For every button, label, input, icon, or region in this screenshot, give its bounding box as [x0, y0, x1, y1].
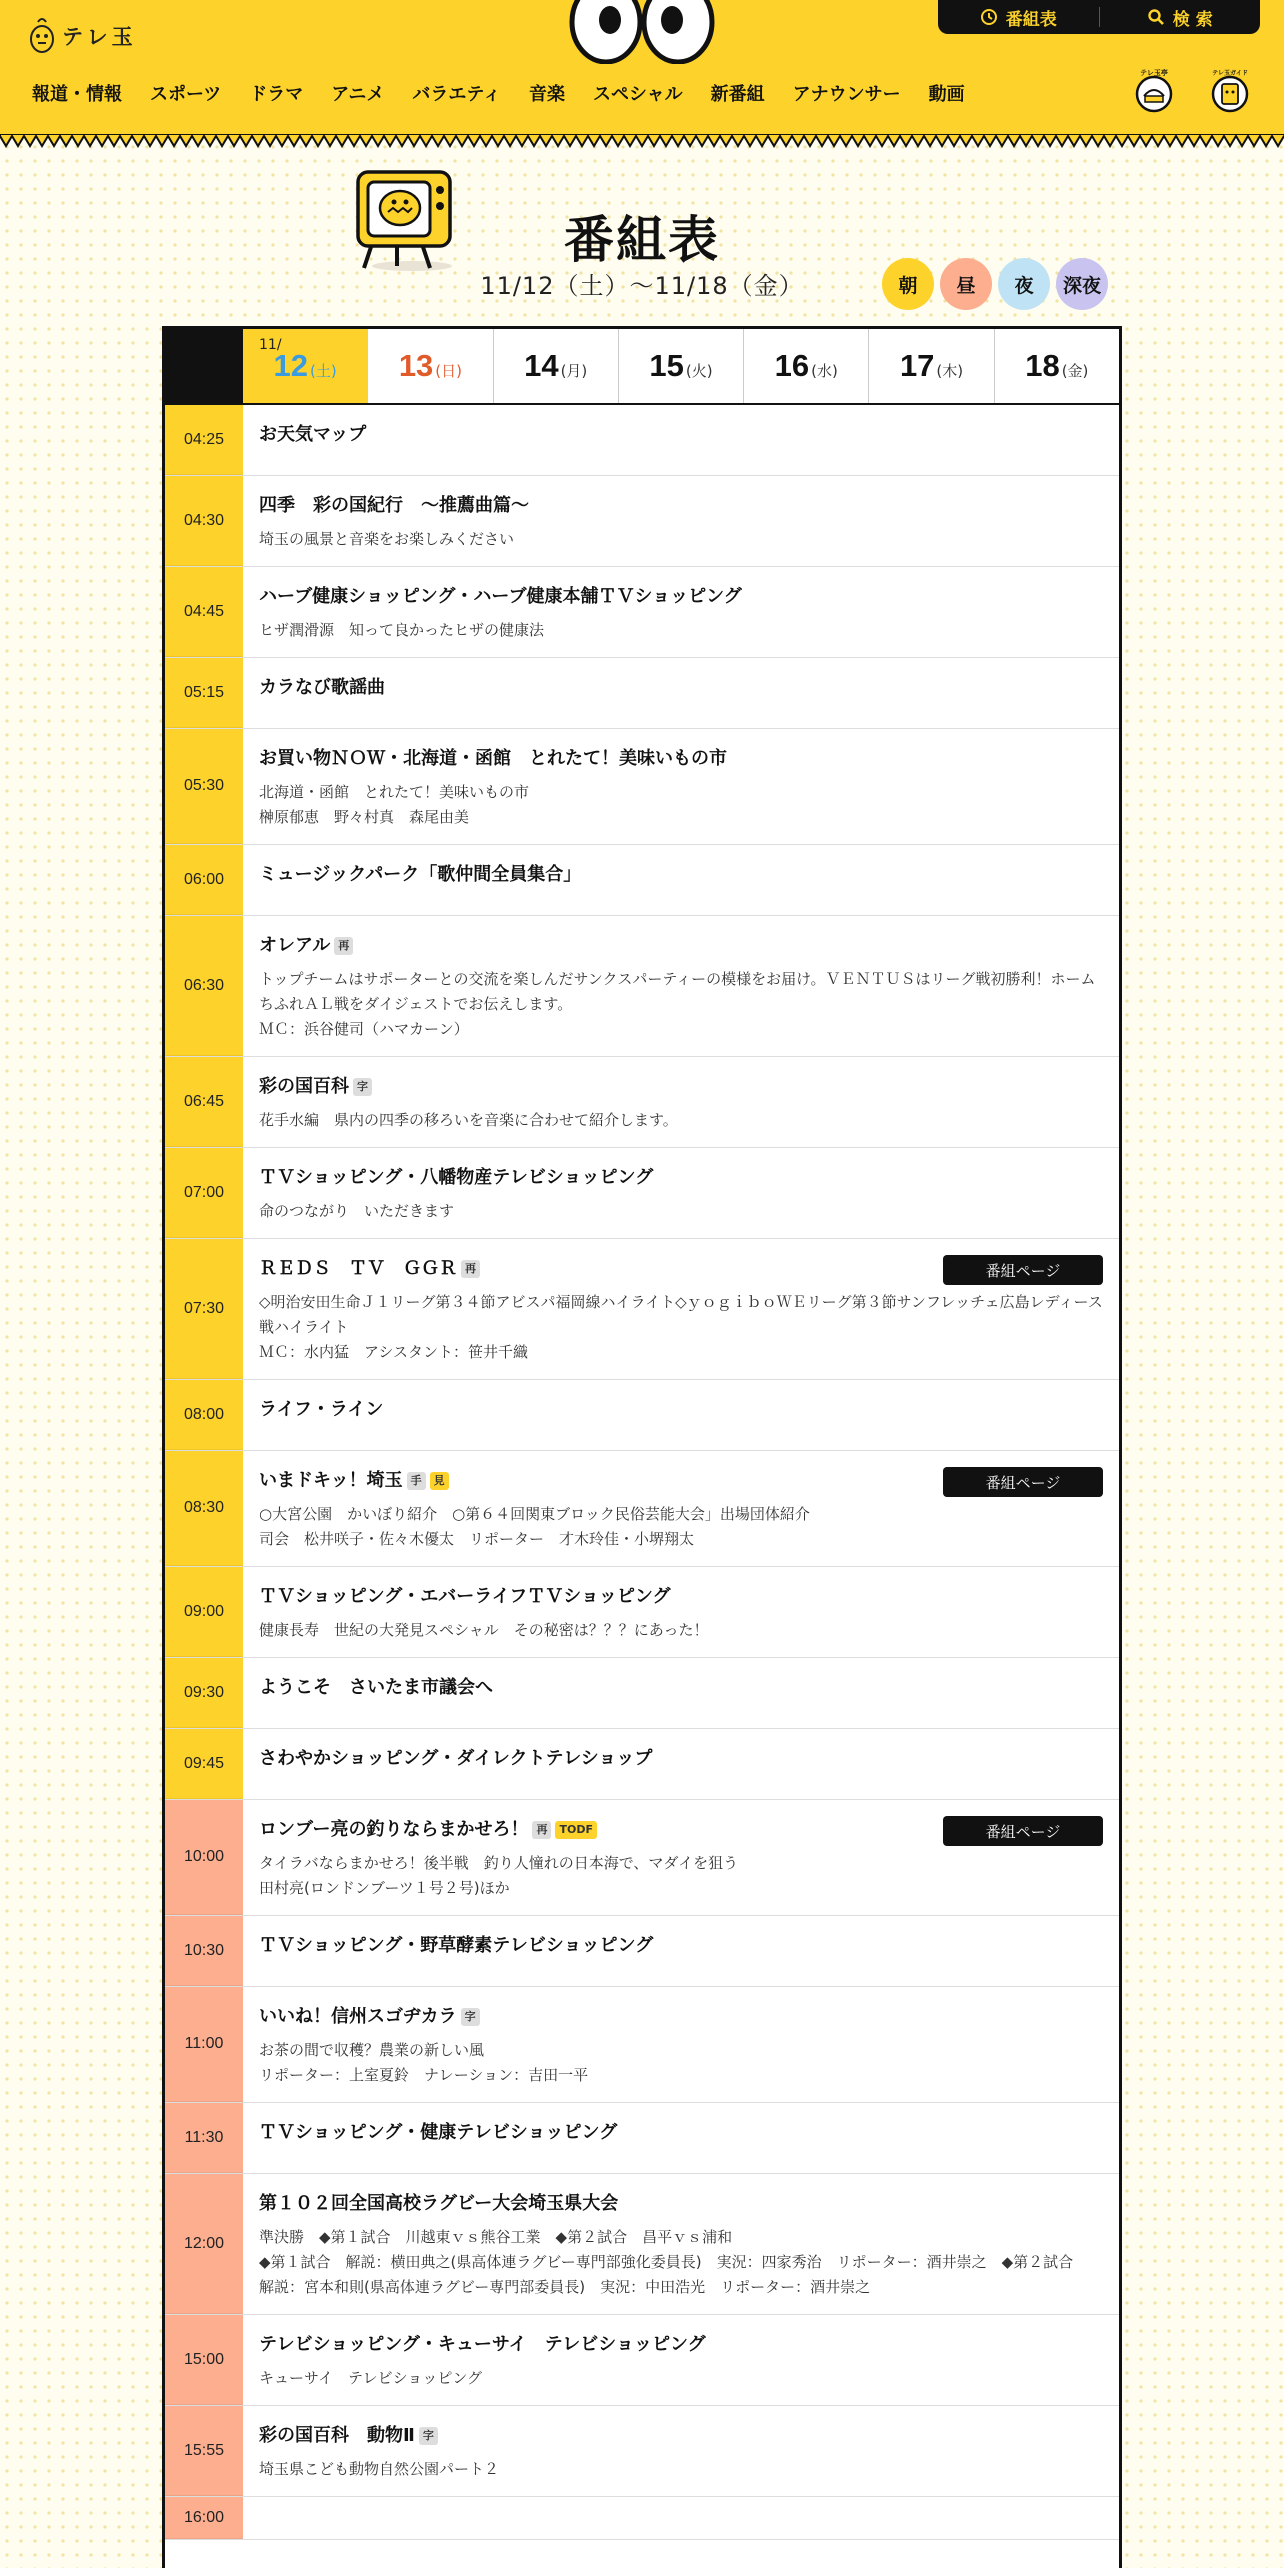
program-title[interactable]: お天気マップ [259, 424, 367, 445]
program-title[interactable]: さわやかショッピング・ダイレクトテレショップ [259, 1748, 653, 1769]
program-title-line [259, 2190, 1103, 2218]
program-title-line [259, 1583, 1103, 1611]
program-title[interactable]: ようこそ さいたま市議会へ [259, 1677, 493, 1698]
program-time: 07:30 [165, 1239, 243, 1379]
program-title-line [259, 674, 1103, 702]
program-row [165, 1380, 1119, 1451]
day-tab-date: 14 [524, 348, 559, 383]
program-row [165, 845, 1119, 916]
search-button-label: 検 索 [1172, 9, 1213, 30]
program-time: 08:00 [165, 1380, 243, 1450]
program-title-line [259, 932, 1103, 960]
program-body [243, 1148, 1119, 1238]
program-row [165, 2497, 1119, 2540]
program-body [243, 1057, 1119, 1147]
program-badge: 手 [407, 1472, 426, 1490]
program-description: 準決勝 ◆第１試合 川越東ｖｓ熊谷工業 ◆第２試合 昌平ｖｓ浦和 ◆第１試合 解説：横田典之(県高体連ラグビー専門部強化委員長) 実況：四家秀治 リポーター：酒井崇之 ◆第２試合 解説：宮本和則(県高体連ラグビー専門部委員長) 実況：中田浩光 リポーター：酒井崇之 [259, 2228, 1074, 2296]
program-description: 埼玉県こども動物自然公園パート２ [259, 2460, 500, 2478]
program-title[interactable]: ライフ・ライン [259, 1399, 384, 1420]
day-tab[interactable] [494, 329, 619, 403]
program-row [165, 916, 1119, 1057]
program-title[interactable]: ＴＶショッピング・八幡物産テレビショッピング [259, 1167, 654, 1188]
program-title[interactable]: 四季 彩の国紀行 ～推薦曲篇～ [259, 495, 529, 516]
program-time: 09:45 [165, 1729, 243, 1799]
day-tab-date: 17 [899, 348, 935, 383]
program-row [165, 1567, 1119, 1658]
program-body [243, 1658, 1119, 1728]
program-time: 06:45 [165, 1057, 243, 1147]
program-time: 16:00 [165, 2497, 243, 2539]
day-tab[interactable] [368, 329, 493, 403]
program-row [165, 405, 1119, 476]
program-body [243, 476, 1119, 566]
program-row [165, 1239, 1119, 1380]
program-title-line [259, 1932, 1103, 1960]
program-body [243, 1239, 1119, 1379]
program-title-line [259, 1674, 1103, 1702]
day-tab-weekday: (木) [936, 361, 964, 380]
program-row [165, 1987, 1119, 2103]
program-row [165, 2315, 1119, 2406]
program-time: 08:30 [165, 1451, 243, 1566]
day-tab[interactable] [744, 329, 869, 403]
nav-item-sports[interactable]: スポーツ [150, 84, 222, 105]
program-body [243, 405, 1119, 475]
program-badge: 再 [461, 1260, 480, 1278]
program-row [165, 1658, 1119, 1729]
day-tabs [165, 329, 1119, 405]
program-body [243, 2406, 1119, 2496]
program-title-line [259, 1164, 1103, 1192]
program-time: 15:00 [165, 2315, 243, 2405]
program-body [243, 2103, 1119, 2173]
program-title[interactable]: いいね！信州スゴヂカラ [259, 2006, 457, 2027]
program-row [165, 1916, 1119, 1987]
program-description: お茶の間で収穫？農業の新しい風 リポーター：上室夏鈴 ナレーション：吉田一平 [259, 2041, 589, 2084]
program-time: 05:30 [165, 729, 243, 844]
program-badge: 字 [419, 2427, 438, 2445]
program-row [165, 1148, 1119, 1239]
program-title-line [259, 1745, 1103, 1773]
program-title-line [259, 745, 1103, 773]
program-title[interactable]: ハーブ健康ショッピング・ハーブ健康本舗ＴＶショッピング [259, 586, 742, 607]
program-body [243, 1567, 1119, 1657]
program-time: 06:00 [165, 845, 243, 915]
program-time: 04:25 [165, 405, 243, 475]
program-list [165, 405, 1119, 2540]
program-title-line [259, 583, 1103, 611]
time-btn-morning[interactable]: 朝 [882, 258, 934, 310]
program-time: 11:00 [165, 1987, 243, 2102]
day-tab-date: 13 [398, 348, 434, 383]
program-title-line [259, 2003, 1103, 2031]
day-tabs-corner [165, 329, 243, 403]
program-title[interactable]: ＲＥＤＳ ＴＶ ＧＧＲ [259, 1258, 457, 1279]
program-page-button[interactable]: 番組ページ [943, 1816, 1103, 1846]
program-title[interactable]: 第１０２回全国高校ラグビー大会埼玉県大会 [259, 2193, 619, 2214]
program-badge: TODF [555, 1821, 597, 1839]
mascot-logo-icon [28, 17, 56, 55]
program-title[interactable]: ミュージックパーク「歌仲間全員集合」 [259, 864, 582, 885]
day-tab-weekday: (金) [1061, 361, 1089, 380]
program-description: ◇明治安田生命Ｊ１リーグ第３４節アビスパ福岡線ハイライト◇ｙｏｇｉｂｏＷＥリーグ第３節サンフレッチェ広島レディース戦ハイライト ＭＣ：水内猛 アシスタント：笹井千織 [259, 1293, 1103, 1361]
program-title-line [259, 861, 1103, 889]
program-description: 北海道・函館 とれたて！美味いもの市 榊原郁恵 野々村真 森尾由美 [259, 783, 530, 826]
schedule-table [162, 326, 1122, 2568]
program-description: ヒザ潤滑源 知って良かったヒザの健康法 [259, 621, 545, 639]
program-time: 07:00 [165, 1148, 243, 1238]
program-row [165, 567, 1119, 658]
program-title[interactable]: ＴＶショッピング・健康テレビショッピング [259, 2122, 618, 2143]
program-title-line [259, 492, 1103, 520]
header-zigzag-edge [0, 134, 1284, 148]
utility-bar [938, 0, 1260, 34]
program-time: 09:30 [165, 1658, 243, 1728]
program-row [165, 2174, 1119, 2315]
program-body [243, 729, 1119, 844]
program-title[interactable]: お買い物ＮＯＷ・北海道・函館 とれたて！美味いもの市 [259, 748, 727, 769]
program-title[interactable]: ロンブー亮の釣りならまかせろ！ [259, 1819, 529, 1840]
nav-item-news[interactable]: 報道・情報 [32, 84, 122, 105]
program-description: タイラバならまかせろ！後半戦 釣り人憧れの日本海で、マダイを狙う 田村亮(ロンドンブーツ１号２号)ほか [259, 1854, 739, 1897]
program-badge: 字 [461, 2008, 480, 2026]
logo-text: テレ玉 [62, 25, 137, 49]
program-row [165, 1800, 1119, 1916]
program-title-line [259, 2331, 1103, 2359]
program-body [243, 845, 1119, 915]
site-logo[interactable] [28, 16, 137, 56]
program-time: 09:00 [165, 1567, 243, 1657]
program-title[interactable]: オレアル [259, 935, 331, 956]
program-time: 04:45 [165, 567, 243, 657]
schedule-link[interactable] [938, 5, 1099, 30]
program-body [243, 567, 1119, 657]
program-body [243, 1987, 1119, 2102]
nav-item-videos[interactable]: 動画 [928, 84, 965, 105]
day-tab[interactable] [869, 329, 994, 403]
teletamatei-icon[interactable] [1132, 66, 1176, 116]
program-badge: 再 [532, 1821, 551, 1839]
day-tab[interactable] [619, 329, 744, 403]
program-time: 15:55 [165, 2406, 243, 2496]
program-title-line [259, 2422, 1103, 2450]
program-title-line [259, 421, 1103, 449]
program-page-button[interactable]: 番組ページ [943, 1255, 1103, 1285]
nav-item-anime[interactable]: アニメ [331, 84, 385, 105]
page-title: 番組表 [564, 211, 720, 269]
program-row [165, 2103, 1119, 2174]
program-description: キューサイ テレビショッピング [259, 2369, 483, 2387]
program-page-button[interactable]: 番組ページ [943, 1467, 1103, 1497]
day-tab-month: 11/ [259, 337, 282, 353]
program-title[interactable]: 彩の国百科 動物Ⅱ [259, 2425, 415, 2446]
program-body [243, 1451, 1119, 1566]
program-time: 12:00 [165, 2174, 243, 2314]
program-description: ○大宮公園 かいぼり紹介 ○第６４回関東ブロック民俗芸能大会」出場団体紹介 司会 松井咲子・佐々木優太 リポーター 才木玲佳・小堺翔太 [259, 1505, 810, 1548]
program-body [243, 916, 1119, 1056]
day-tab[interactable] [995, 329, 1119, 403]
program-title[interactable]: ＴＶショッピング・野草酵素テレビショッピング [259, 1935, 654, 1956]
teletama-guide-icon[interactable] [1208, 66, 1252, 116]
program-description: トップチームはサポーターとの交流を楽しんだサンクスパーティーの模様をお届け。ＶＥＮＴＵＳはリーグ戦初勝利！ホームちふれＡＬ戦をダイジェストでお伝えします。 ＭＣ：浜谷健司（ハマカーン） [259, 970, 1096, 1038]
program-description: 花手水編 県内の四季の移ろいを音楽に合わせて紹介します。 [259, 1111, 678, 1129]
teletamatei-caption: テレ玉亭 [1140, 69, 1168, 77]
program-body [243, 1380, 1119, 1450]
schedule-link-label: 番組表 [1005, 9, 1057, 30]
program-description: 健康長寿 世紀の大発見スペシャル その秘密は？？？にあった！ [259, 1621, 709, 1639]
program-row [165, 729, 1119, 845]
search-icon [1147, 8, 1165, 26]
program-badge: 字 [353, 1078, 372, 1096]
program-time: 04:30 [165, 476, 243, 566]
day-tab-weekday: (日) [435, 361, 463, 380]
program-title[interactable]: いまドキッ！埼玉 [259, 1470, 403, 1491]
program-row [165, 1729, 1119, 1800]
nav-item-new-programs[interactable]: 新番組 [710, 84, 765, 105]
program-row [165, 1057, 1119, 1148]
program-body [243, 658, 1119, 728]
day-tab[interactable] [243, 329, 368, 403]
program-row [165, 2406, 1119, 2497]
nav-item-special[interactable]: スペシャル [592, 84, 683, 105]
nav-item-drama[interactable]: ドラマ [249, 84, 304, 105]
day-tab-date: 18 [1025, 348, 1060, 383]
program-body [243, 2497, 1119, 2539]
day-tab-weekday: (土) [310, 361, 337, 380]
program-body [243, 2315, 1119, 2405]
day-tab-date: 15 [649, 348, 684, 383]
clock-icon [980, 8, 998, 26]
program-row [165, 476, 1119, 567]
program-title[interactable]: ＴＶショッピング・エバーライフＴＶショッピング [259, 1586, 671, 1607]
site-header [0, 0, 1284, 136]
program-row [165, 1451, 1119, 1567]
day-tab-weekday: (火) [685, 361, 713, 380]
time-btn-noon[interactable]: 昼 [940, 258, 992, 310]
program-description: 命のつながり いただきます [259, 1202, 455, 1220]
day-tab-weekday: (水) [811, 361, 838, 380]
program-title-line [259, 1073, 1103, 1101]
time-btn-late-night[interactable]: 深夜 [1056, 258, 1108, 310]
program-time: 05:15 [165, 658, 243, 728]
mascot-eyes-icon [568, 0, 716, 64]
program-body [243, 1916, 1119, 1986]
time-btn-night[interactable]: 夜 [998, 258, 1050, 310]
date-range: 11/12（土）〜11/18（金） [480, 272, 804, 300]
program-body [243, 2174, 1119, 2314]
day-tab-date: 12 [273, 348, 309, 383]
day-tab-date: 16 [774, 348, 810, 383]
search-button[interactable] [1100, 5, 1261, 30]
program-title[interactable]: カラなび歌謡曲 [259, 677, 385, 698]
program-body [243, 1800, 1119, 1915]
program-badge: 見 [430, 1472, 449, 1490]
program-title-line [259, 2119, 1103, 2147]
program-title[interactable]: 彩の国百科 [259, 1076, 349, 1097]
program-body [243, 1729, 1119, 1799]
main-nav [20, 68, 979, 118]
day-tab-weekday: (月) [560, 361, 588, 380]
program-time: 10:30 [165, 1916, 243, 1986]
nav-item-announcers[interactable]: アナウンサー [792, 84, 901, 105]
program-time: 11:30 [165, 2103, 243, 2173]
program-title-line [259, 1396, 1103, 1424]
program-time: 10:00 [165, 1800, 243, 1915]
teletama-guide-caption: テレ玉ガイド [1212, 70, 1248, 77]
program-row [165, 658, 1119, 729]
program-title[interactable]: テレビショッピング・キューサイ テレビショッピング [259, 2334, 706, 2355]
program-time: 06:30 [165, 916, 243, 1056]
program-description: 埼玉の風景と音楽をお楽しみください [259, 530, 515, 548]
program-badge: 再 [334, 937, 353, 955]
time-of-day-buttons [882, 258, 1108, 310]
nav-item-music[interactable]: 音楽 [528, 84, 565, 105]
nav-item-variety[interactable]: バラエティ [412, 84, 501, 105]
